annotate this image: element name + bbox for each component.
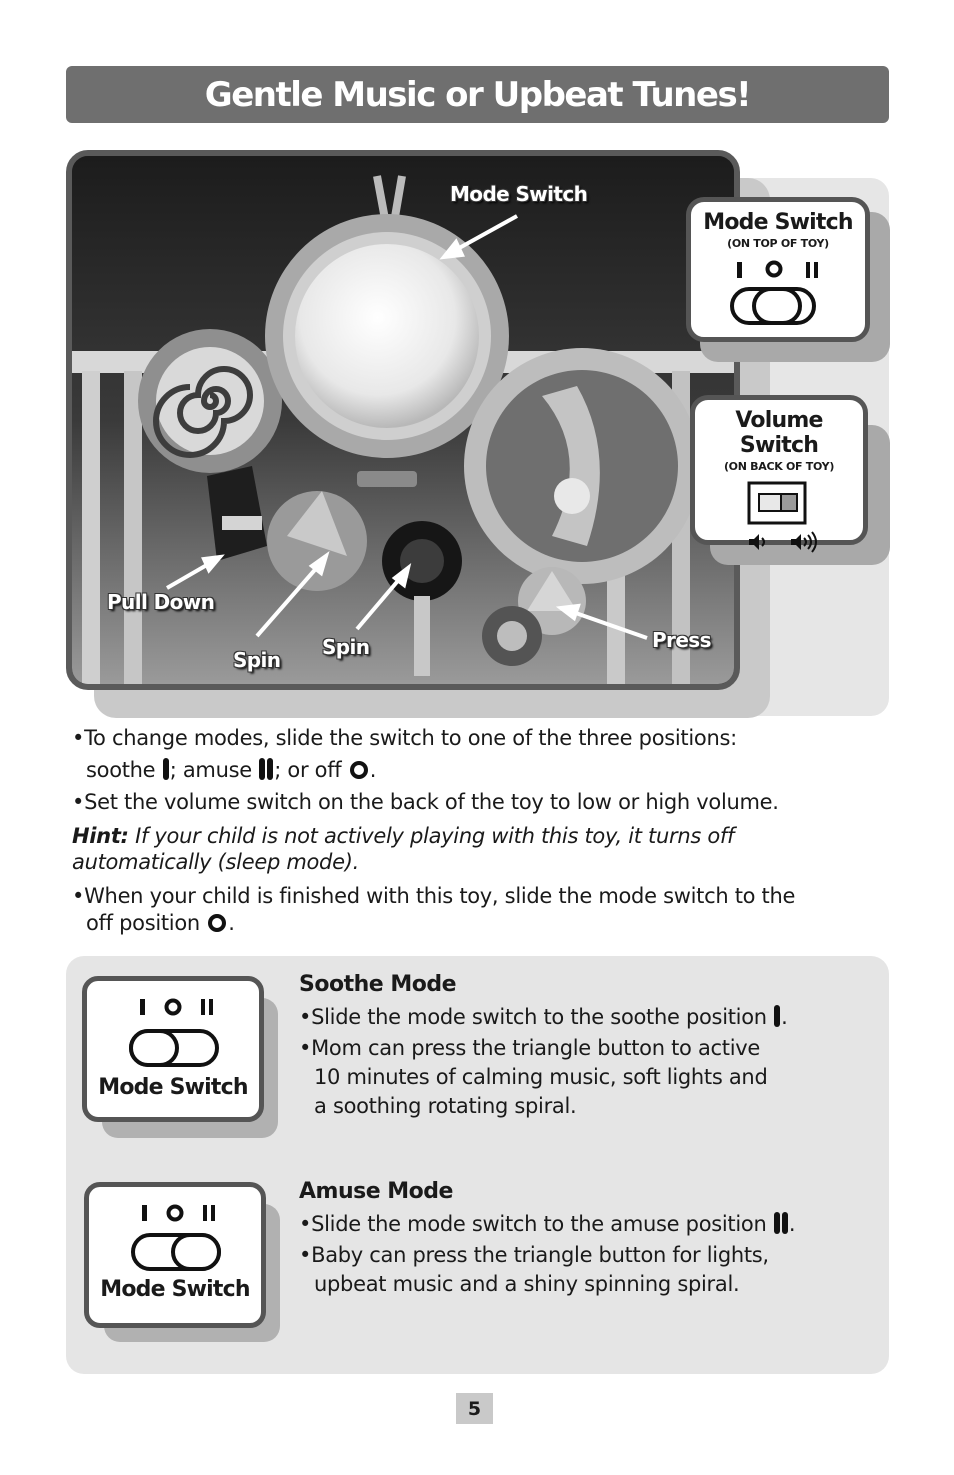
soothe-mode-switch-card <box>82 976 264 1122</box>
volume-switch-card <box>690 395 868 545</box>
amuse-card-label: Mode Switch <box>100 1277 250 1302</box>
amuse-icon-a <box>774 1212 780 1234</box>
label-spin-1: Spin <box>233 648 281 672</box>
mode-card-subtitle: (ON TOP OF TOY) <box>727 237 829 250</box>
soothe-bullet-2-line3: a soothing rotating spiral. <box>314 1094 577 1118</box>
hint-block <box>72 823 832 875</box>
mode-switch-diagram <box>718 256 838 326</box>
instruction-2: •Set the volume switch on the back of the toy to low or high volume. <box>72 790 779 814</box>
amuse-text: ; amuse <box>169 758 252 782</box>
soothe-card-label: Mode Switch <box>98 1075 248 1100</box>
page-title: Gentle Music or Upbeat Tunes! <box>204 74 751 115</box>
label-pull-down: Pull Down <box>107 590 215 614</box>
label-spin-2: Spin <box>322 635 370 659</box>
soothe-position-icon <box>163 758 169 780</box>
instruction-3-line2 <box>72 909 832 938</box>
label-mode-switch: Mode Switch <box>450 182 588 206</box>
off-text: ; or off <box>274 758 342 782</box>
soothe-section <box>299 972 859 1121</box>
off-position-text: off position <box>86 911 200 935</box>
instructions <box>72 724 832 938</box>
volume-switch-diagram <box>719 477 839 563</box>
soothe-icon <box>774 1005 780 1027</box>
amuse-bullet-2-line1: Baby can press the triangle button for lights, <box>311 1243 769 1267</box>
volume-high-icon <box>791 532 816 552</box>
soothe-bullet-2-line1: Mom can press the triangle button to active <box>311 1036 760 1060</box>
instruction-1-line1: To change modes, slide the switch to one of the three positions: <box>84 726 737 750</box>
label-press: Press <box>652 628 711 652</box>
page-number: 5 <box>456 1393 493 1424</box>
product-photo <box>66 150 740 690</box>
volume-low-icon <box>749 534 764 550</box>
off-position-icon-2 <box>208 914 226 932</box>
amuse-bullet-1-end: . <box>788 1212 796 1236</box>
instruction-1-end: . <box>369 758 377 782</box>
hint-line2: automatically (sleep mode). <box>72 850 359 874</box>
mode-card-title: Mode Switch <box>703 210 853 235</box>
soothe-text: soothe <box>86 758 156 782</box>
amuse-bullet-1-text: Slide the mode switch to the amuse position <box>311 1212 767 1236</box>
amuse-position-icon-a <box>259 758 265 780</box>
instruction-3: •When your child is finished with this toy, slide the mode switch to the <box>72 884 796 908</box>
instruction-2-text: Set the volume switch on the back of the toy to low or high volume. <box>84 790 779 814</box>
instruction-3-line1: When your child is finished with this toy, slide the mode switch to the <box>84 884 796 908</box>
soothe-switch-diagram <box>113 991 233 1071</box>
mode-switch-card <box>686 197 870 342</box>
amuse-section <box>299 1179 859 1299</box>
amuse-title: Amuse Mode <box>299 1179 453 1204</box>
instruction-3-end: . <box>228 911 235 935</box>
hint-label: Hint: <box>72 824 129 848</box>
soothe-bullet-1: •Slide the mode switch to the soothe position . <box>299 1005 788 1029</box>
hint-line1: If your child is not actively playing with this toy, it turns off <box>135 824 735 848</box>
volume-card-subtitle: (ON BACK OF TOY) <box>723 460 835 473</box>
amuse-bullet-2: •Baby can press the triangle button for lights, <box>299 1243 769 1267</box>
volume-card-title: Volume Switch <box>735 408 823 458</box>
instruction-1-positions <box>72 756 832 785</box>
soothe-bullet-2-line2: 10 minutes of calming music, soft lights and <box>314 1065 768 1089</box>
amuse-bullet-2-line2: upbeat music and a shiny spinning spiral. <box>314 1272 740 1296</box>
soothe-bullet-2: •Mom can press the triangle button to active <box>299 1036 760 1060</box>
soothe-bullet-1-text: Slide the mode switch to the soothe position <box>311 1005 767 1029</box>
page-title-banner <box>66 66 889 123</box>
amuse-position-icon-b <box>267 758 273 780</box>
instruction-1: •To change modes, slide the switch to one of the three positions: <box>72 726 737 750</box>
amuse-icon-b <box>782 1212 788 1234</box>
amuse-bullet-1: •Slide the mode switch to the amuse position . <box>299 1212 796 1236</box>
amuse-mode-switch-card <box>84 1182 266 1328</box>
amuse-switch-diagram <box>115 1197 235 1273</box>
soothe-bullet-1-end: . <box>781 1005 788 1029</box>
soothe-title: Soothe Mode <box>299 972 457 997</box>
off-position-icon <box>350 761 368 779</box>
